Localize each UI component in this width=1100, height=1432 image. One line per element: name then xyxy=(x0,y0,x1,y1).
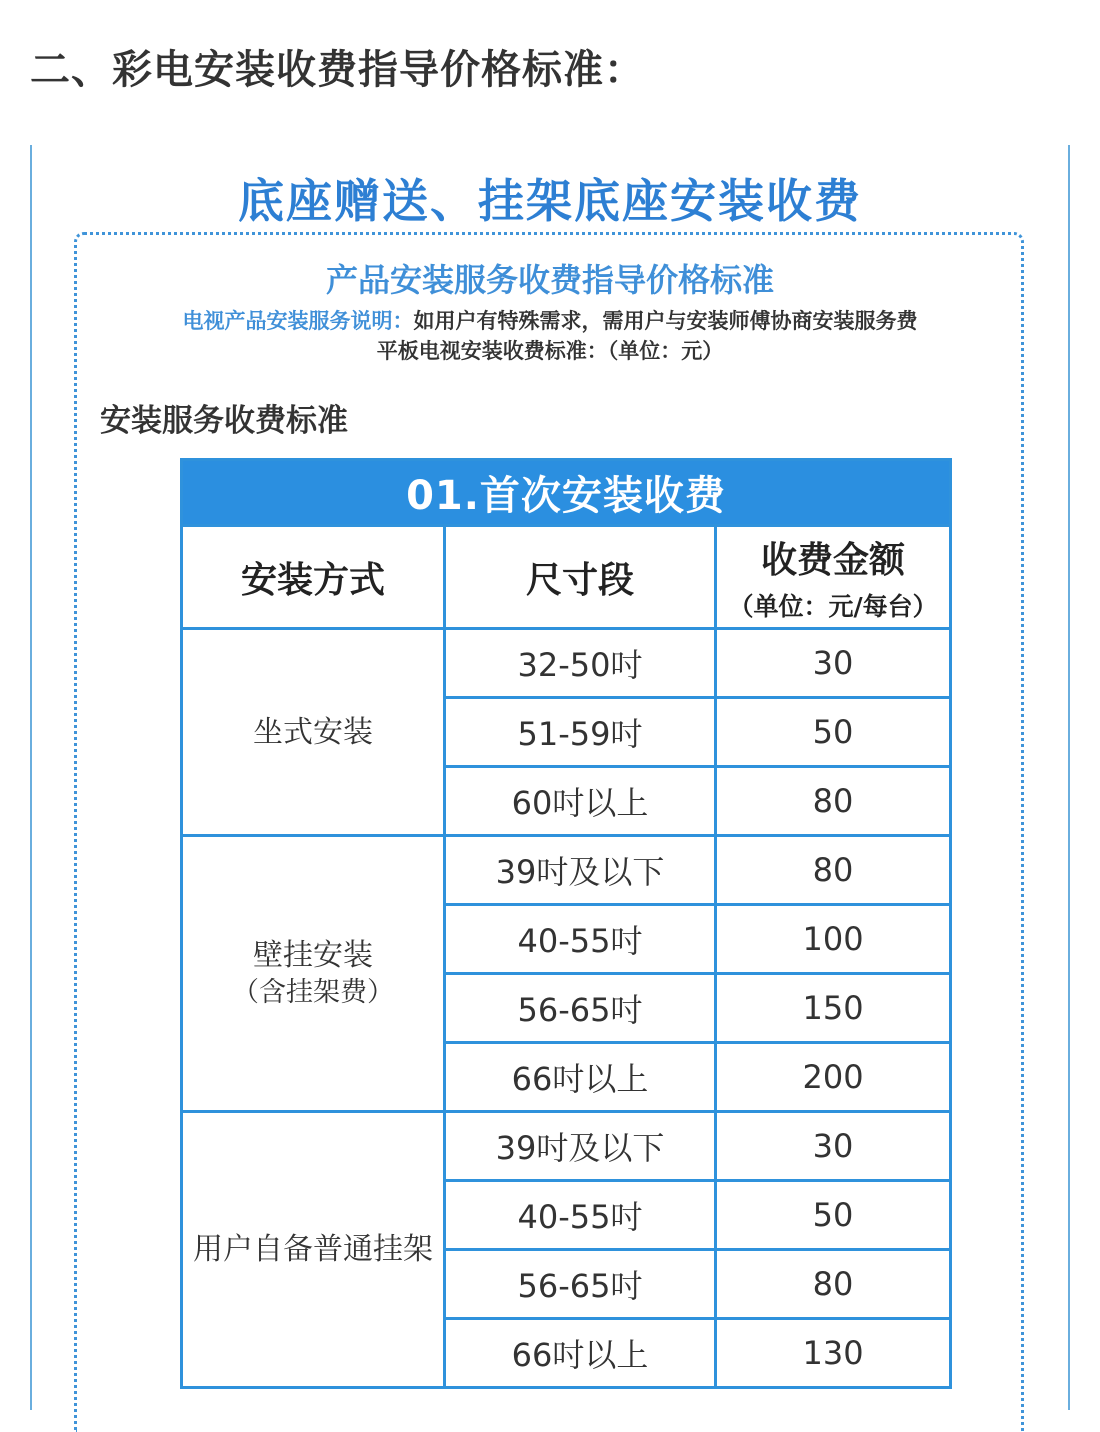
size-range-cell: 39吋及以下 xyxy=(445,836,716,905)
page-heading: 二、彩电安装收费指导价格标准： xyxy=(30,47,645,93)
install-method-note: （含挂架费） xyxy=(232,976,394,1008)
fee-table-body xyxy=(182,629,951,1388)
size-range-cell: 66吋以上 xyxy=(445,1043,716,1112)
size-range-cell: 51-59吋 xyxy=(445,698,716,767)
header-method: 安装方式 xyxy=(182,526,445,629)
fee-amount-cell: 130 xyxy=(716,1319,951,1388)
install-method-cell xyxy=(182,629,445,836)
header-fee-label: 收费金额 xyxy=(761,539,906,581)
service-description xyxy=(32,305,1068,335)
table-row xyxy=(182,629,951,698)
header-size: 尺寸段 xyxy=(445,526,716,629)
install-method-label: 用户自备普通挂架 xyxy=(193,1232,433,1267)
size-range-cell: 39吋及以下 xyxy=(445,1112,716,1181)
fee-amount-cell: 150 xyxy=(716,974,951,1043)
header-fee xyxy=(716,526,951,629)
fee-amount-cell: 30 xyxy=(716,1112,951,1181)
table-row xyxy=(182,1112,951,1181)
table-caption: 01.首次安装收费 xyxy=(182,460,951,526)
fee-amount-cell: 100 xyxy=(716,905,951,974)
poster-title: 底座赠送、挂架底座安装收费 xyxy=(238,174,862,228)
size-range-cell: 40-55吋 xyxy=(445,1181,716,1250)
fee-amount-cell: 80 xyxy=(716,1250,951,1319)
install-method-label: 坐式安装 xyxy=(253,714,373,750)
size-range-cell: 60吋以上 xyxy=(445,767,716,836)
section-label: 安装服务收费标准 xyxy=(100,403,348,439)
fee-amount-cell: 50 xyxy=(716,698,951,767)
size-range-cell: 32-50吋 xyxy=(445,629,716,698)
install-method-label: 壁挂安装 xyxy=(253,937,373,973)
size-range-cell: 56-65吋 xyxy=(445,974,716,1043)
price-poster xyxy=(30,145,1070,1410)
poster-subtitle: 产品安装服务收费指导价格标准 xyxy=(325,261,774,299)
fee-amount-cell: 80 xyxy=(716,767,951,836)
fee-amount-cell: 80 xyxy=(716,836,951,905)
install-method-cell xyxy=(182,1112,445,1388)
size-range-cell: 56-65吋 xyxy=(445,1250,716,1319)
fee-standard-note: 平板电视安装收费标准：（单位：元） xyxy=(376,339,724,363)
header-fee-unit: （单位：元/每台） xyxy=(728,591,938,621)
size-range-cell: 66吋以上 xyxy=(445,1319,716,1388)
table-row xyxy=(182,836,951,905)
install-method-cell xyxy=(182,836,445,1112)
fee-amount-cell: 30 xyxy=(716,629,951,698)
fee-table xyxy=(180,458,952,1389)
description-text: 如用户有特殊需求，需用户与安装师傅协商安装服务费 xyxy=(413,309,918,333)
fee-amount-cell: 50 xyxy=(716,1181,951,1250)
description-label: 电视产品安装服务说明： xyxy=(182,309,414,333)
fee-amount-cell: 200 xyxy=(716,1043,951,1112)
size-range-cell: 40-55吋 xyxy=(445,905,716,974)
